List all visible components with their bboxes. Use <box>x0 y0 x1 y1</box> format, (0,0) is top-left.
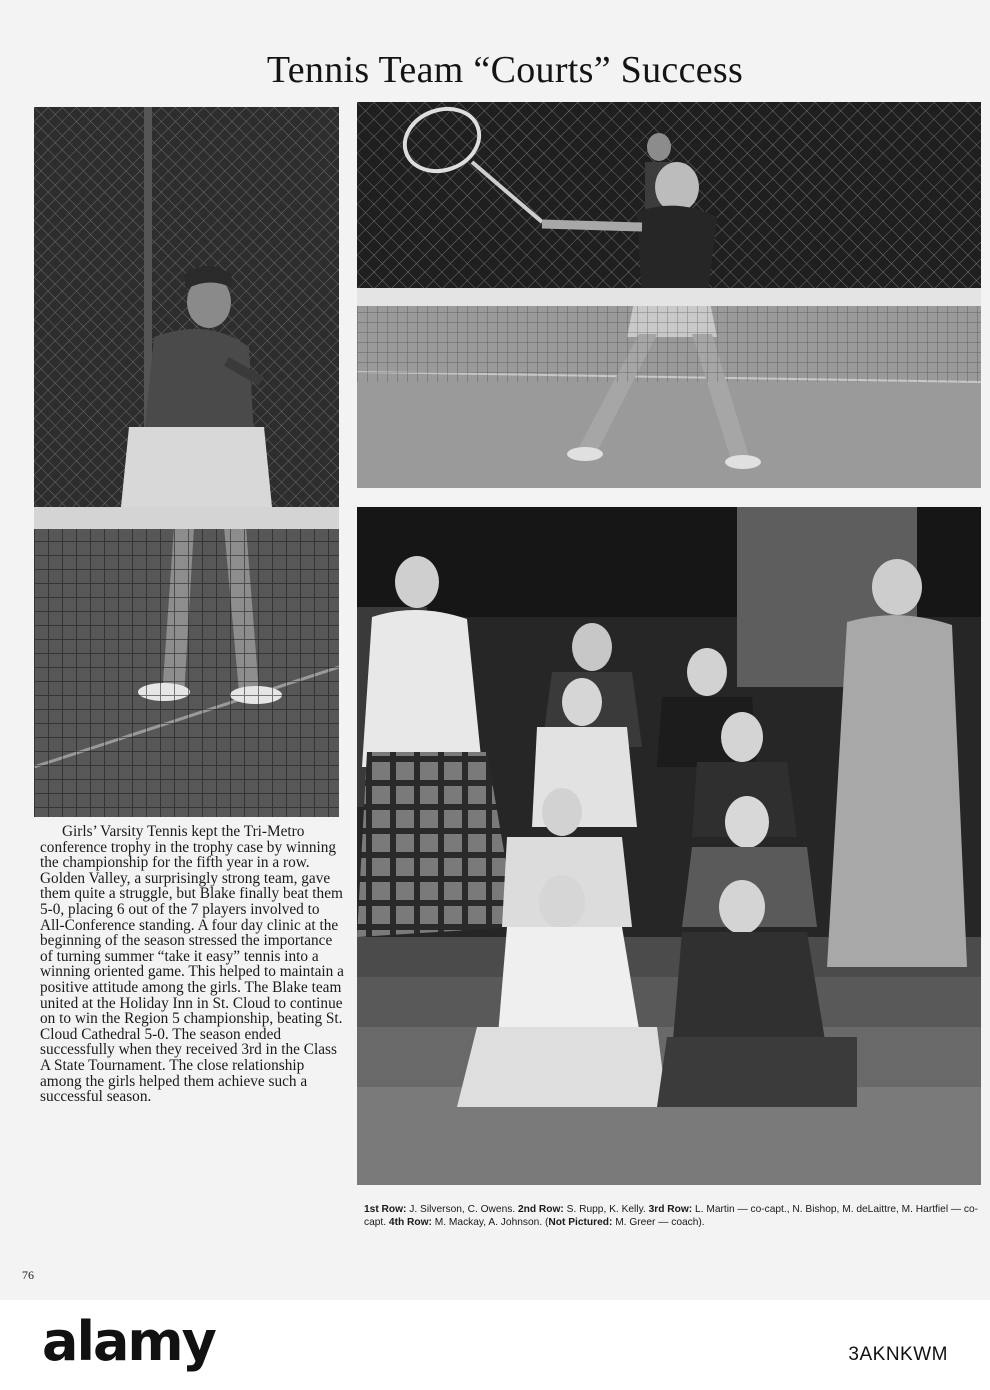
caption-row2-label: 2nd Row: <box>517 1204 564 1215</box>
caption-row1-names: J. Silverson, C. Owens. <box>406 1204 518 1215</box>
caption-row2-names: S. Rupp, K. Kelly. <box>563 1204 649 1215</box>
photo-team-group <box>357 507 981 1185</box>
caption-row1-label: 1st Row: <box>364 1204 407 1215</box>
article-text: Girls’ Varsity Tennis kept the Tri-Metro conference trophy in the trophy case by winning the championship for the fifth year in a row. Golden Valley, a surprisingly strong team, gave them quite a struggle, but Blake finally beat them 5-0, placing 6 out of the 7 players involved to All-Conference standing. A four day clinic at the beginning of the season stressed the importance of turning summer “take it easy” tennis into a winning oriented game. This helped to maintain a positive attitude among the girls. The Blake team united at the Holiday Inn in St. Cloud to continue on to win the Region 5 championship, beating St. Cloud Cathedral 5-0. The season ended successfully when they received 3rd in the Class A State Tournament. The close relationship among the girls helped them achieve such a successful season. <box>40 823 344 1106</box>
page-title: Tennis Team “Courts” Success <box>266 49 744 91</box>
stock-image-code: 3AKNKWM <box>848 1344 948 1365</box>
stock-brand-logo: alamy <box>42 1310 215 1373</box>
page-number: 76 <box>22 1268 34 1282</box>
photo-player-at-net <box>34 107 339 817</box>
photo-caption <box>364 1203 989 1229</box>
caption-not-pictured-names: M. Greer — coach). <box>612 1217 705 1228</box>
caption-not-pictured-label: Not Pictured: <box>548 1217 613 1228</box>
caption-row4-names: M. Mackay, A. Johnson. ( <box>431 1217 549 1228</box>
photo-player-swinging <box>357 102 981 488</box>
caption-row3-names: L. Martin — co-capt., N. Bishop, M. deLaittre, M. Hartfiel — co-capt. <box>364 1204 979 1228</box>
caption-row4-label: 4th Row: <box>388 1217 432 1228</box>
caption-row3-label: 3rd Row: <box>648 1204 693 1215</box>
